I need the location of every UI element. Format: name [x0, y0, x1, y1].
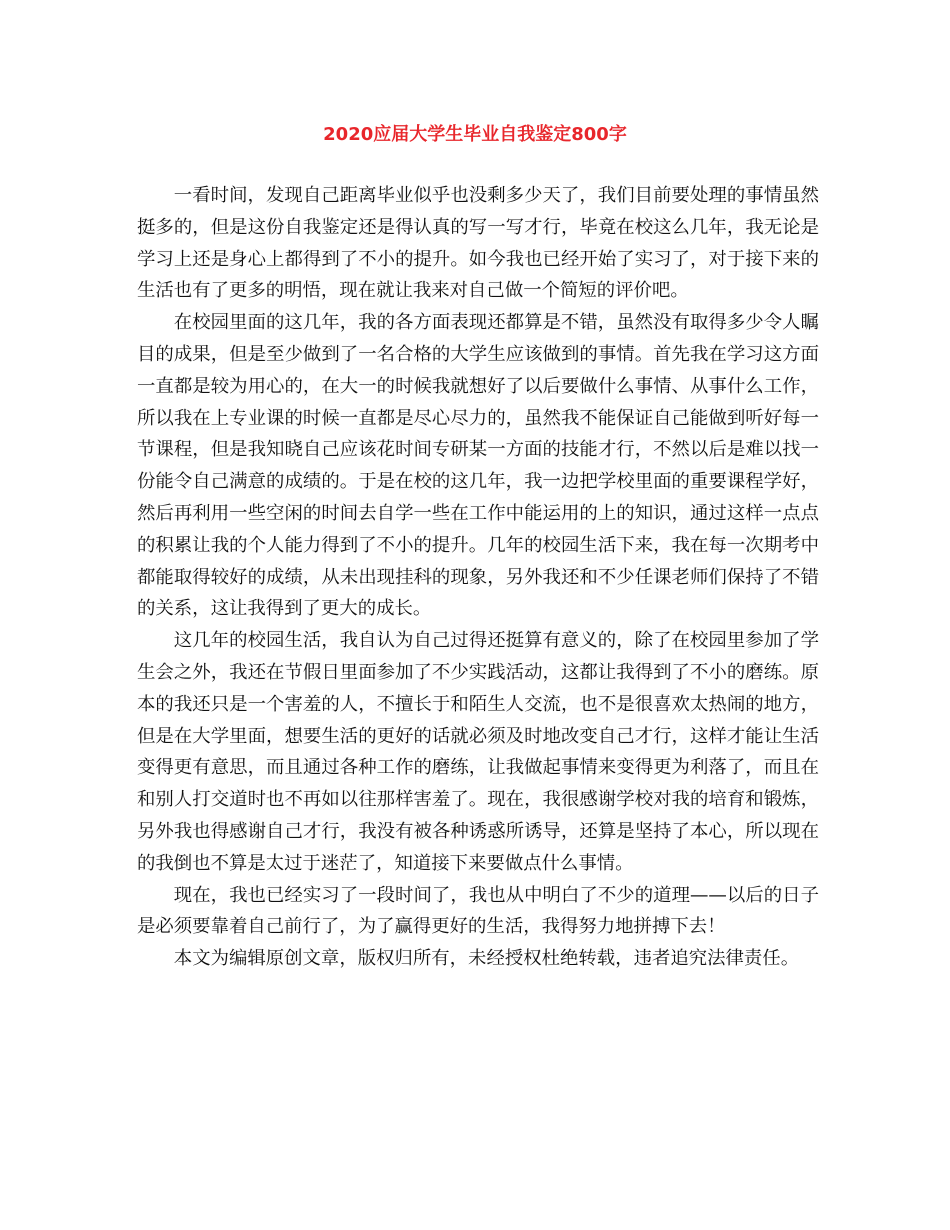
paragraph-campus-study: 在校园里面的这几年，我的各方面表现还都算是不错，虽然没有取得多少令人瞩目的成果，但是至少做到了一名合格的大学生应该做到的事情。首先我在学习这方面一直都是较为用心的，在大一的时候我就想好了以后要做什么事情、从事什么工作，所以我在上专业课的时候一直都是尽心尽力的，虽然我不能保证自己能做到听好每一节课程，但是我知晓自己应该花时间专研某一方面的技能才行，不然以后是难以找一份能令自己满意的成绩的。于是在校的这几年，我一边把学校里面的重要课程学好，然后再利用一些空闲的时间去自学一些在工作中能运用的上的知识，通过这样一点点的积累让我的个人能力得到了不小的提升。几年的校园生活下来，我在每一次期考中都能取得较好的成绩，从未出现挂科的现象，另外我还和不少任课老师们保持了不错的关系，这让我得到了更大的成长。 — [137, 312, 819, 620]
paragraph-internship: 现在，我也已经实习了一段时间了，我也从中明白了不少的道理——以后的日子是必须要靠着自己前行了，为了赢得更好的生活，我得努力地拼搏下去！ — [137, 884, 819, 938]
paragraph-intro: 一看时间，发现自己距离毕业似乎也没剩多少天了，我们目前要处理的事情虽然挺多的，但是这份自我鉴定还是得认真的写一写才行，毕竟在校这么几年，我无论是学习上还是身心上都得到了不小的提升。如今我也已经开始了实习了，对于接下来的生活也有了更多的明悟，现在就让我来对自己做一个简短的评价吧。 — [137, 185, 819, 302]
document-title: 2020应届大学生毕业自我鉴定800字 — [323, 124, 627, 145]
paragraph-copyright-notice: 本文为编辑原创文章，版权归所有，未经授权杜绝转载，违者追究法律责任。 — [173, 948, 800, 970]
paragraph-campus-life: 这几年的校园生活，我自认为自己过得还挺算有意义的，除了在校园里参加了学生会之外，我还在节假日里面参加了不少实践活动，这都让我得到了不小的磨练。原本的我还只是一个害羞的人，不擅长于和陌生人交流，也不是很喜欢太热闹的地方，但是在大学里面，想要生活的更好的话就必须及时地改变自己才行，这样才能让生活变得更有意思，而且通过各种工作的磨练，让我做起事情来变得更为利落了，而且在和别人打交道时也不再如以往那样害羞了。现在，我很感谢学校对我的培育和锻炼，另外我也得感谢自己才行，我没有被各种诱惑所诱导，还算是坚持了本心，所以现在的我倒也不算是太过于迷茫了，知道接下来要做点什么事情。 — [137, 630, 819, 874]
document-body — [137, 180, 819, 975]
